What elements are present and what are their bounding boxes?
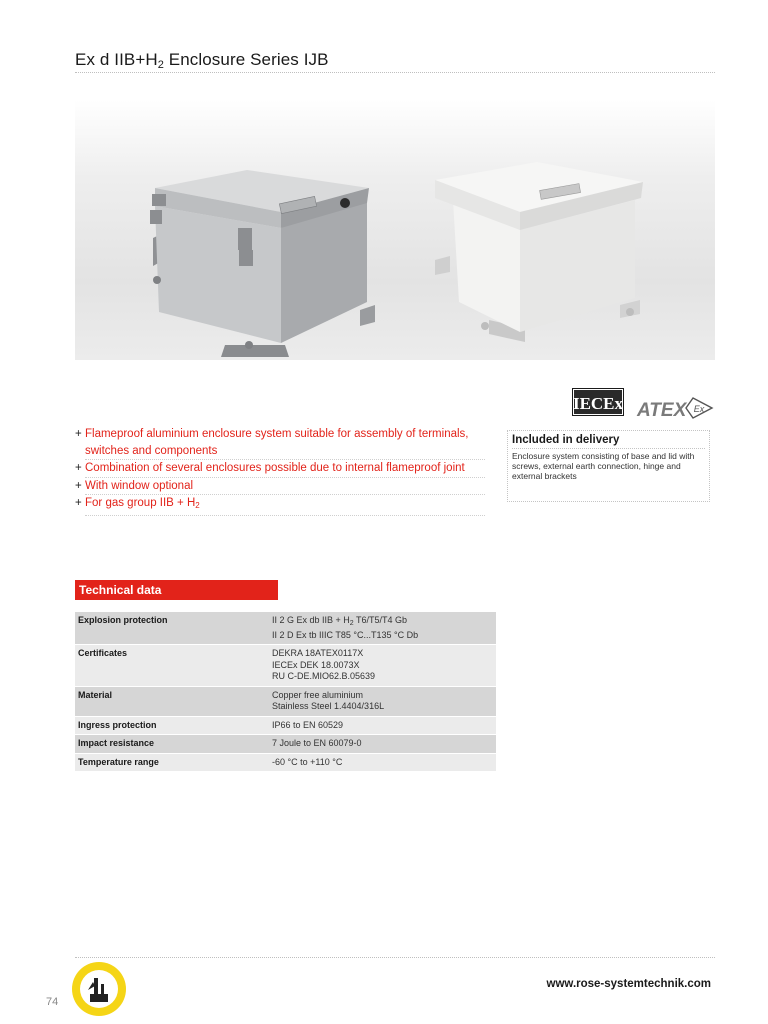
white-enclosure [435, 162, 643, 342]
value-line: Copper free aluminium [272, 689, 364, 700]
row-value [269, 645, 496, 687]
title-part-2: Enclosure Series IJB [163, 50, 329, 69]
delivery-text: Enclosure system consisting of base and lid with screws, external earth connection, hinge and external brackets [512, 451, 695, 481]
atex-logo [635, 396, 715, 420]
product-photo [75, 100, 715, 360]
feature-subscript: 2 [195, 501, 200, 510]
table-row [75, 735, 496, 754]
table-row [75, 645, 496, 687]
row-label: Temperature range [78, 756, 159, 767]
row-label: Certificates [78, 648, 128, 658]
feature-text-main: For gas group IIB + H [85, 497, 196, 509]
row-label: Material [78, 689, 113, 700]
value-line: Stainless Steel 1.4404/316L [272, 701, 385, 711]
row-value [269, 612, 496, 645]
row-value [269, 686, 496, 716]
value-line [272, 615, 493, 630]
list-item [75, 478, 485, 496]
list-item [75, 426, 485, 460]
technical-data-table [75, 612, 496, 772]
enclosure-illustration [75, 100, 715, 360]
table-row [75, 753, 496, 772]
table-row [75, 612, 496, 645]
value-line: IP66 to EN 60529 [272, 719, 344, 730]
iecex-text: IECEx [572, 394, 624, 413]
technical-data-header: Technical data [75, 580, 278, 600]
value-line: 7 Joule to EN 60079-0 [272, 738, 362, 748]
bullet-marker: + [75, 479, 82, 492]
value-line: -60 °C to +110 °C [272, 756, 343, 767]
row-label: Impact resistance [78, 738, 155, 748]
company-logo-icon [70, 960, 128, 1018]
title-part-1: Ex d IIB+H [75, 50, 158, 69]
row-label: Explosion protection [78, 615, 168, 625]
value-part: T6/T5/T4 Gb [353, 615, 408, 625]
table-row [75, 716, 496, 735]
row-label: Ingress protection [78, 719, 157, 730]
delivery-box [507, 430, 710, 502]
feature-text: Combination of several enclosures possible due to internal flameproof joint [85, 460, 485, 478]
feature-list [75, 426, 485, 516]
row-value [269, 753, 496, 772]
title-divider [75, 72, 715, 73]
feature-text [85, 495, 485, 516]
footer-divider [75, 957, 715, 958]
page-number: 74 [46, 996, 59, 1008]
value-subscript: 2 [349, 620, 354, 627]
delivery-title: Included in delivery [512, 434, 705, 449]
atex-text: ATEX [637, 400, 687, 420]
feature-text: With window optional [85, 478, 485, 496]
grey-enclosure [150, 170, 375, 357]
footer-url[interactable]: www.rose-systemtechnik.com [546, 978, 711, 990]
feature-text: Flameproof aluminium enclosure system suitable for assembly of terminals, switches and components [85, 426, 485, 460]
row-value [269, 735, 496, 754]
bullet-marker: + [75, 428, 82, 440]
page-title [75, 50, 329, 71]
iecex-logo [572, 388, 624, 416]
value-line: II 2 D Ex tb IIIC T85 °C...T135 °C Db [272, 629, 419, 640]
value-line: DEKRA 18ATEX0117X [272, 648, 364, 658]
row-value [269, 716, 496, 735]
bullet-marker: + [75, 462, 82, 474]
list-item [75, 460, 485, 478]
value-line: RU C-DE.MIO62.B.05639 [272, 671, 376, 681]
title-subscript: 2 [157, 59, 164, 71]
atex-ex-mark: Ex [693, 404, 705, 414]
list-item [75, 495, 485, 516]
value-part: II 2 G Ex db IIB + H [272, 615, 350, 625]
table-row [75, 686, 496, 716]
bullet-marker: + [75, 497, 82, 509]
value-line: IECEx DEK 18.0073X [272, 659, 360, 670]
